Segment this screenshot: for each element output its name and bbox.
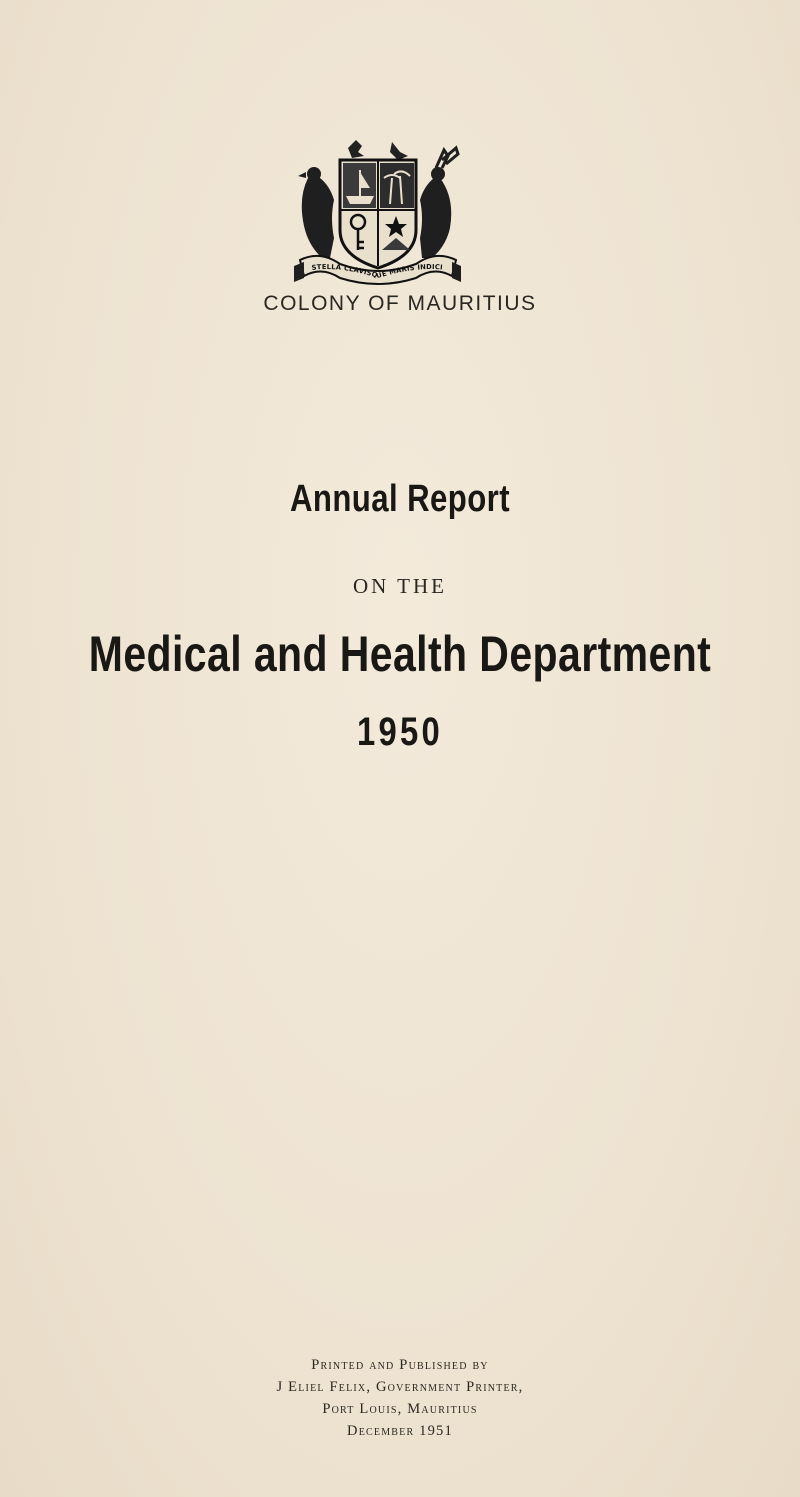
crest-motto: STELLA CLAVISQUE MARIS INDICI — [311, 262, 444, 281]
coat-of-arms-icon — [290, 138, 465, 288]
colony-heading: COLONY OF MAURITIUS — [263, 292, 537, 315]
imprint-block — [0, 1354, 800, 1442]
imprint-line: J Eliel Felix, Government Printer, — [276, 1379, 524, 1395]
report-year: 1950 — [356, 710, 444, 754]
report-title: Annual Report — [290, 478, 510, 520]
title-connector: ON THE — [352, 574, 448, 598]
department-title: Medical and Health Department — [88, 626, 712, 682]
imprint-date: December 1951 — [347, 1423, 453, 1439]
imprint-line: Port Louis, Mauritius — [322, 1401, 478, 1417]
imprint-line: Printed and Published by — [311, 1357, 489, 1373]
